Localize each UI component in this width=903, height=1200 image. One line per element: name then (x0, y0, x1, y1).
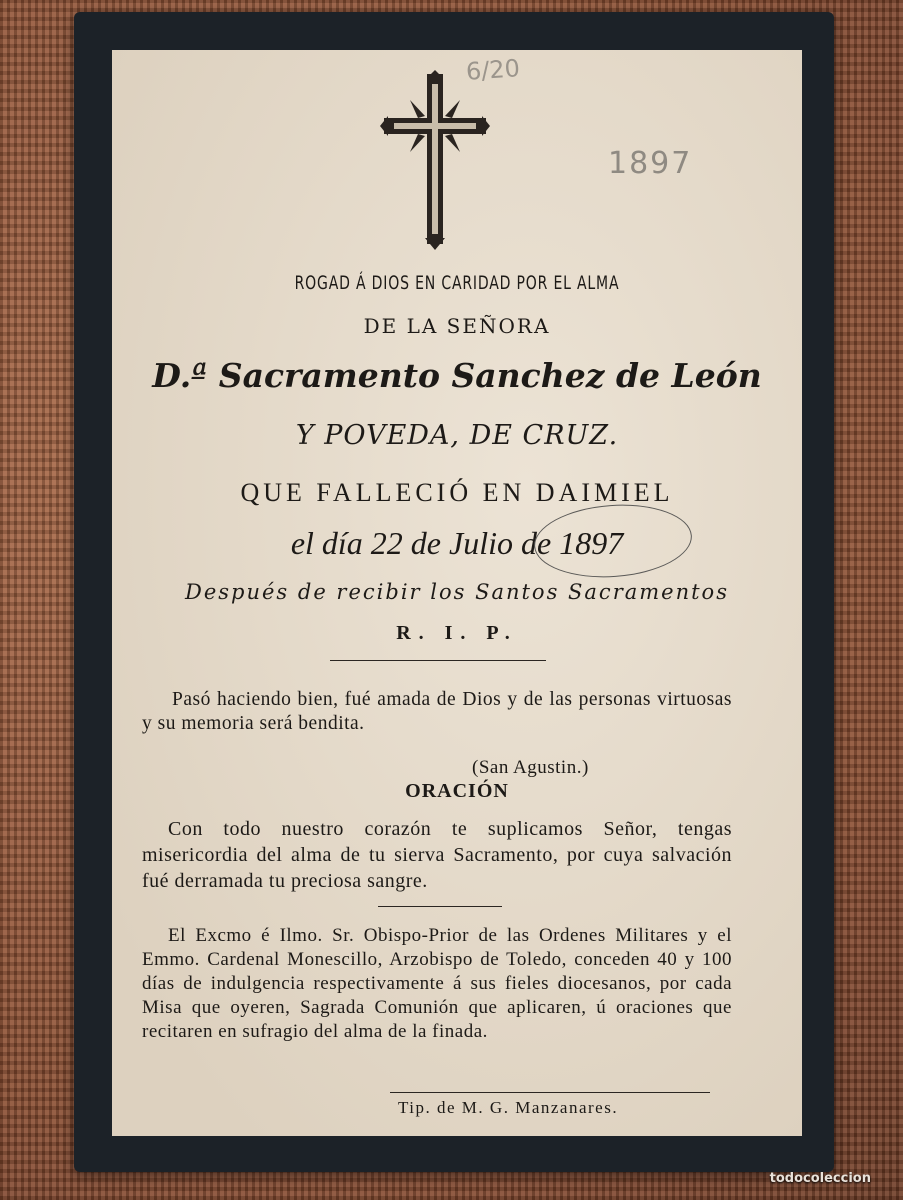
quote-paragraph: Pasó haciendo bien, fué amada de Dios y de las personas virtuosas y su memoria será bendita. (142, 689, 732, 734)
place-of-death: QUE FALLECIÓ EN DAIMIEL (240, 478, 674, 507)
surname-line: Y POVEDA, DE CRUZ. (295, 420, 619, 451)
sacraments-line: Después de recibir los Santos Sacramentos (185, 580, 729, 604)
divider (330, 660, 546, 661)
date-of-death: el día 22 de Julio de 1897 (290, 525, 624, 561)
divider (378, 906, 502, 907)
memorial-card (112, 50, 802, 1136)
ornamental-cross-icon (380, 70, 490, 250)
pencil-year-note: 1897 (608, 146, 693, 181)
rip-line: R. I. P. (396, 622, 518, 644)
watermark: todocoleccion (769, 1171, 871, 1186)
quote-source: (San Agustin.) (472, 757, 589, 778)
pencil-reference-note: 6/20 (465, 54, 521, 86)
pencil-circle-mark (532, 500, 695, 583)
title-line: DE LA SEÑORA (363, 314, 551, 338)
invocation-line: ROGAD Á DIOS EN CARIDAD POR EL ALMA (294, 272, 620, 294)
indulgence-paragraph: El Excmo é Ilmo. Sr. Obispo-Prior de las Ordenes Militares y el Emmo. Cardenal Monescillo, Arzobispo de Toledo, conceden 40 y 100 días de indulgencia respectivamente á sus fieles diocesanos, por cada Misa que oyeren, Sagrada Comunión que aplicaren, ú oraciones que recitaren en sufragio del alma de la finada. (142, 925, 732, 1042)
deceased-name: D.ª Sacramento Sanchez de León (152, 356, 762, 395)
divider (390, 1092, 710, 1093)
printer-credit: Tip. de M. G. Manzanares. (398, 1098, 619, 1117)
prayer-paragraph: Con todo nuestro corazón te suplicamos Señor, tengas misericordia del alma de tu sierva Sacramento, por cuya salvación fué derramada tu preciosa sangre. (142, 818, 732, 892)
prayer-heading: ORACIÓN (405, 780, 509, 802)
